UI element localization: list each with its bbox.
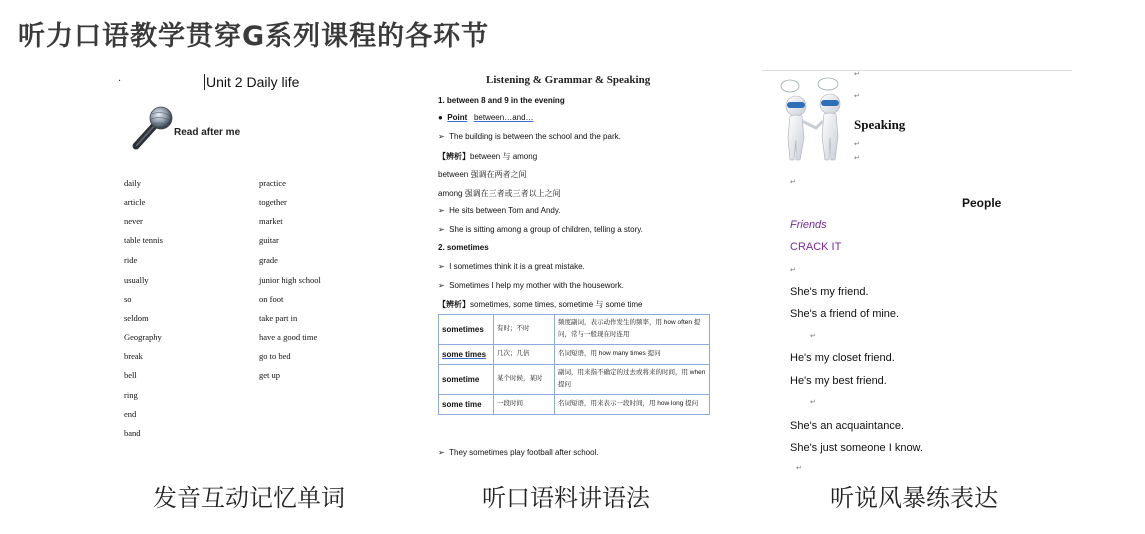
paragraph-mark: ↵	[854, 140, 860, 148]
example-line: ➢ He sits between Tom and Andy.	[438, 206, 561, 215]
example-text: She is sitting among a group of children, telling a story.	[449, 225, 643, 234]
chatting-figures-icon	[780, 76, 850, 162]
table-cell-word: some times	[439, 344, 494, 364]
read-after-me-label: Read after me	[174, 127, 241, 138]
vocab-word: so	[124, 294, 132, 304]
table-cell-usage: 频度副词，表示动作发生的频率，用 how often 提问，常与一般现在时连用	[555, 315, 710, 345]
vocab-word: go to bed	[259, 351, 291, 361]
example-line: ➢ Sometimes I help my mother with the housework.	[438, 281, 624, 290]
paragraph-mark: ↵	[796, 464, 802, 472]
comparison-table	[438, 314, 710, 415]
example-text: They sometimes play football after school.	[449, 448, 599, 457]
grammar-heading: Listening & Grammar & Speaking	[486, 74, 651, 86]
vocab-word: never	[124, 216, 143, 226]
paragraph-mark: ↵	[854, 92, 860, 100]
paragraph-mark: ↵	[790, 266, 796, 274]
example-line: ➢ The building is between the school and the park.	[438, 132, 621, 141]
grammar-panel	[438, 70, 718, 465]
vocab-word: on foot	[259, 294, 284, 304]
example-line: ➢ She is sitting among a group of children, telling a story.	[438, 225, 643, 234]
vocab-word: take part in	[259, 313, 298, 323]
speaking-sentence: She's just someone I know.	[790, 442, 923, 454]
vocab-panel	[118, 70, 358, 440]
analysis-line	[438, 299, 642, 310]
speaking-heading: Speaking	[854, 117, 906, 132]
table-cell-meaning: 几次；几倍	[494, 344, 555, 364]
table-cell-usage: 名词短语，用来表示一段时间，用 how long 提问	[555, 394, 710, 414]
vocab-word: get up	[259, 370, 281, 380]
speaking-sentence: He's my best friend.	[790, 375, 887, 387]
speaking-panel	[762, 70, 1072, 475]
section-1-title: 1. between 8 and 9 in the evening	[438, 96, 565, 105]
microphone-icon	[128, 106, 176, 150]
vocab-word: practice	[259, 178, 286, 188]
section-2-title: 2. sometimes	[438, 243, 489, 252]
example-line: ➢ They sometimes play football after school.	[438, 448, 599, 457]
paragraph-mark: ↵	[810, 398, 816, 406]
analysis-label: 【辨析】	[438, 152, 470, 161]
table-cell-meaning: 一段时间	[494, 394, 555, 414]
vocab-word: Geography	[124, 332, 162, 342]
speaking-sentence: He's my closet friend.	[790, 352, 895, 364]
caption-vocab: 发音互动记忆单词	[153, 484, 345, 512]
table-cell-meaning: 某个时候，某时	[494, 364, 555, 394]
page-title: 听力口语教学贯穿G系列课程的各环节	[18, 21, 490, 52]
table-row	[439, 344, 710, 364]
paragraph-mark: ↵	[810, 332, 816, 340]
analysis-line	[438, 151, 537, 162]
friends-label: Friends	[790, 219, 827, 231]
point-label: Point	[447, 113, 468, 122]
speaking-sentence: She's a friend of mine.	[790, 308, 900, 320]
example-text: He sits between Tom and Andy.	[449, 206, 561, 215]
note-line: between 强调在两者之间	[438, 170, 527, 179]
bullet-mark: ·	[118, 76, 122, 87]
example-text: Sometimes I help my mother with the housework.	[449, 281, 624, 290]
point-line: ● Point between…and…	[438, 113, 534, 122]
people-heading: People	[962, 196, 1002, 210]
analysis-text: sometimes, some times, sometime 与 some time	[470, 300, 643, 309]
vocab-word: ride	[124, 255, 138, 265]
example-line: ➢ I sometimes think it is a great mistake.	[438, 262, 585, 271]
speaking-sentence: She's an acquaintance.	[790, 420, 905, 432]
divider	[762, 70, 1072, 71]
vocab-word: ring	[124, 390, 138, 400]
crack-it-label: CRACK IT	[790, 241, 842, 253]
table-cell-word: sometime	[439, 364, 494, 394]
vocab-word: bell	[124, 370, 137, 380]
vocab-word: table tennis	[124, 235, 163, 245]
speaking-sentence: She's my friend.	[790, 286, 869, 298]
vocab-word: end	[124, 409, 137, 419]
table-cell-usage: 名词短语，用 how many times 提问	[555, 344, 710, 364]
note-line: among 强调在三者或三者以上之间	[438, 189, 561, 198]
paragraph-mark: ↵	[854, 154, 860, 162]
analysis-text: between 与 among	[470, 152, 538, 161]
table-cell-usage: 副词，用来指不确定的过去或将来的时间，用 when 提问	[555, 364, 710, 394]
vocab-word: usually	[124, 275, 149, 285]
point-text: between…and…	[473, 113, 534, 122]
caption-speaking: 听说风暴练表达	[830, 484, 998, 512]
vocab-word: together	[259, 197, 287, 207]
vocab-word: daily	[124, 178, 141, 188]
vocab-word: market	[259, 216, 283, 226]
analysis-label: 【辨析】	[438, 300, 470, 309]
caption-grammar: 听口语料讲语法	[482, 484, 650, 512]
table-row	[439, 394, 710, 414]
vocab-word: seldom	[124, 313, 149, 323]
example-text: The building is between the school and the park.	[449, 132, 621, 141]
table-row	[439, 315, 710, 345]
table-cell-word: sometimes	[439, 315, 494, 345]
vocab-word: guitar	[259, 235, 279, 245]
table-cell-meaning: 有时；不时	[494, 315, 555, 345]
vocab-word: article	[124, 197, 146, 207]
vocab-word: break	[124, 351, 143, 361]
table-row	[439, 364, 710, 394]
vocab-word: band	[124, 428, 141, 438]
paragraph-mark: ↵	[854, 70, 860, 78]
table-cell-word: some time	[439, 394, 494, 414]
vocab-word: junior high school	[259, 275, 321, 285]
example-text: I sometimes think it is a great mistake.	[449, 262, 585, 271]
vocab-word: have a good time	[259, 332, 318, 342]
unit-title: Unit 2 Daily life	[206, 74, 300, 90]
paragraph-mark: ↵	[790, 178, 796, 186]
vocab-word: grade	[259, 255, 278, 265]
